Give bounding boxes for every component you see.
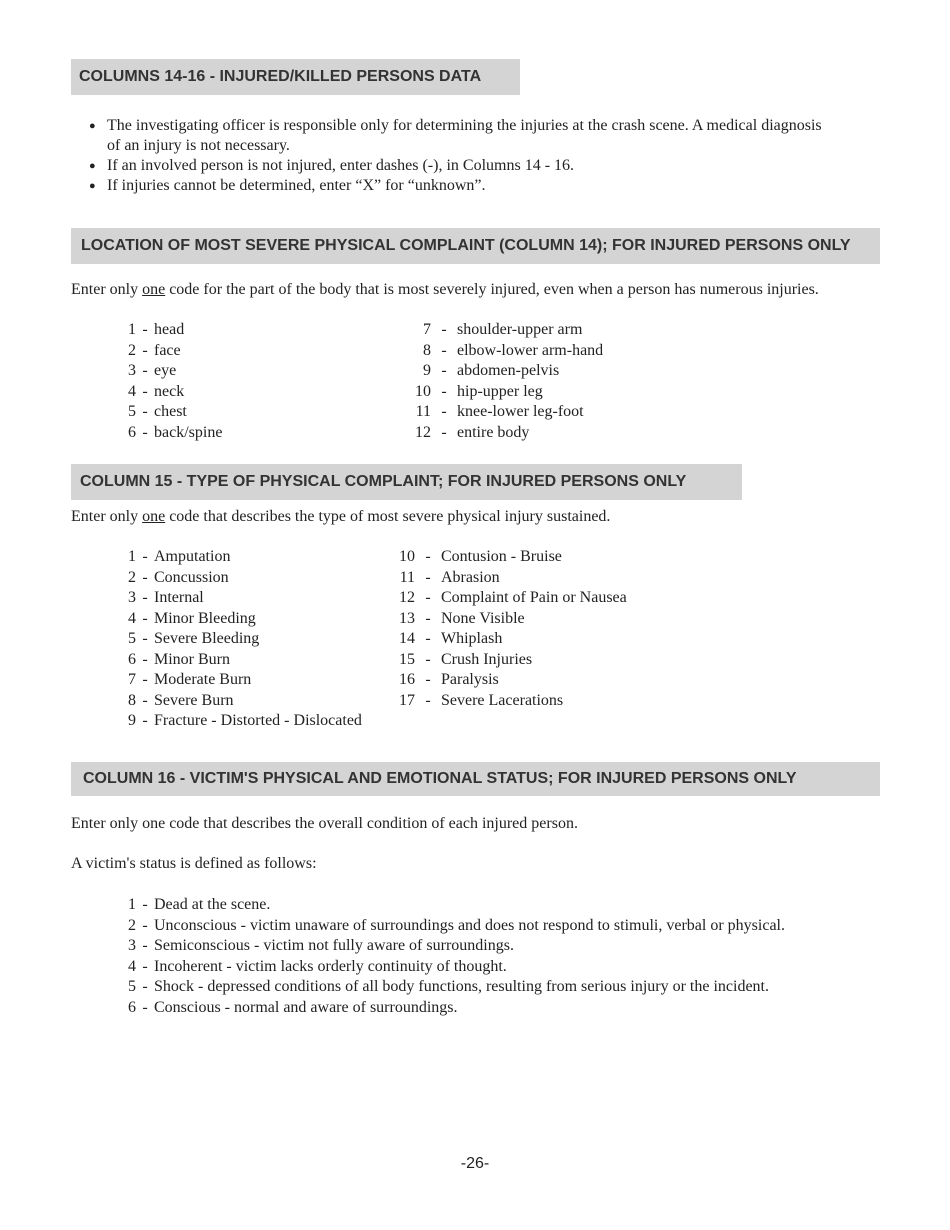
code-separator: -	[142, 568, 148, 586]
code-number: 2	[128, 568, 136, 586]
code-separator: -	[142, 998, 148, 1016]
code-separator: -	[441, 423, 447, 441]
code-list-item	[389, 670, 627, 691]
code-list-item	[126, 609, 362, 630]
code-number: 1	[128, 896, 136, 913]
code-number: 6	[128, 998, 136, 1016]
code-separator: -	[425, 671, 431, 688]
code-number: 2	[128, 341, 136, 359]
code-list-item	[126, 670, 362, 691]
code-number: 15	[399, 650, 415, 668]
code-label: Severe Bleeding	[154, 630, 260, 647]
code-number: 7	[128, 671, 136, 688]
code-separator: -	[441, 382, 447, 400]
bullet-item: ● The investigating officer is responsible only for determining the injuries at the crash scene. A medical diagnosis of an injury is not necessary.	[71, 116, 831, 156]
location-codes-right	[405, 320, 603, 443]
code-list-item	[126, 402, 222, 423]
code-number: 11	[415, 403, 431, 420]
code-list-item	[389, 650, 627, 671]
code-number: 3	[128, 937, 136, 954]
code-list-item	[389, 588, 627, 609]
code-number: 3	[128, 589, 136, 606]
code-list-item	[126, 998, 785, 1019]
type-instructions: Enter only one code that describes the type of most severe physical injury sustained.	[71, 508, 611, 525]
code-list-item	[126, 936, 785, 957]
code-number: 9	[423, 362, 431, 379]
code-list-item	[126, 916, 785, 937]
code-number: 17	[399, 691, 415, 709]
code-label: entire body	[457, 423, 530, 441]
code-list-item	[126, 895, 785, 916]
code-list-item	[126, 629, 362, 650]
code-number: 4	[128, 609, 136, 627]
code-separator: -	[425, 589, 431, 606]
code-separator: -	[142, 937, 148, 954]
code-label: Dead at the scene.	[154, 896, 271, 913]
code-list-item	[405, 361, 603, 382]
code-list-item	[405, 402, 603, 423]
code-label: hip-upper leg	[457, 382, 543, 400]
code-number: 14	[399, 630, 415, 647]
code-separator: -	[441, 321, 447, 338]
code-list-item	[389, 547, 627, 568]
location-codes-left	[126, 320, 222, 443]
code-label: Amputation	[154, 548, 231, 565]
code-list-item	[126, 711, 362, 732]
code-separator: -	[142, 712, 148, 729]
code-separator: -	[142, 691, 148, 709]
code-number: 11	[399, 568, 415, 586]
code-list-item	[405, 320, 603, 341]
code-label: Severe Lacerations	[441, 691, 564, 709]
code-number: 16	[399, 671, 415, 688]
code-list-item	[405, 423, 603, 444]
code-number: 12	[399, 589, 415, 606]
code-number: 1	[128, 548, 136, 565]
guidelines-bullet-list	[71, 116, 831, 196]
code-separator: -	[425, 568, 431, 586]
code-number: 8	[423, 341, 431, 359]
code-label: Shock - depressed conditions of all body functions, resulting from serious injury or the incident.	[154, 978, 769, 995]
code-list-item	[126, 341, 222, 362]
code-number: 10	[399, 548, 415, 565]
code-label: Crush Injuries	[441, 650, 533, 668]
code-label: Complaint of Pain or Nausea	[441, 589, 627, 606]
code-list-item	[126, 382, 222, 403]
code-number: 10	[415, 382, 431, 400]
code-list-item	[389, 629, 627, 650]
code-label: Semiconscious - victim not fully aware of surroundings.	[154, 937, 514, 954]
code-list-item	[389, 609, 627, 630]
code-number: 1	[128, 321, 136, 338]
code-separator: -	[142, 630, 148, 647]
code-label: Conscious - normal and aware of surroundings.	[154, 998, 458, 1016]
code-number: 2	[128, 916, 136, 934]
code-label: neck	[154, 382, 185, 400]
code-label: elbow-lower arm-hand	[457, 341, 604, 359]
code-list-item	[126, 977, 785, 998]
code-list-item	[126, 361, 222, 382]
code-separator: -	[441, 362, 447, 379]
code-label: Abrasion	[441, 568, 500, 586]
code-list-item	[405, 382, 603, 403]
section-header-victim-status: COLUMN 16 - VICTIM'S PHYSICAL AND EMOTIONAL STATUS; FOR INJURED PERSONS ONLY	[71, 762, 880, 796]
code-separator: -	[142, 341, 148, 359]
code-separator: -	[425, 609, 431, 627]
code-number: 6	[128, 423, 136, 441]
code-separator: -	[142, 896, 148, 913]
code-number: 5	[128, 630, 136, 647]
code-list-item	[126, 957, 785, 978]
code-list-item	[126, 423, 222, 444]
code-label: Moderate Burn	[154, 671, 252, 688]
code-separator: -	[142, 957, 148, 975]
code-number: 7	[423, 321, 431, 338]
code-separator: -	[142, 609, 148, 627]
emphasis-one: one	[142, 281, 166, 298]
code-label: Incoherent - victim lacks orderly continuity of thought.	[154, 957, 507, 975]
code-list-item	[126, 547, 362, 568]
code-number: 4	[128, 382, 136, 400]
section-header-injured-killed: COLUMNS 14-16 - INJURED/KILLED PERSONS DATA	[71, 59, 520, 95]
section-header-type-complaint: COLUMN 15 - TYPE OF PHYSICAL COMPLAINT; FOR INJURED PERSONS ONLY	[71, 464, 742, 500]
code-separator: -	[425, 691, 431, 709]
bullet-item: ● If an involved person is not injured, enter dashes (-), in Columns 14 - 16.	[71, 156, 831, 176]
code-label: Unconscious - victim unaware of surroundings and does not respond to stimuli, verbal or physical.	[154, 916, 785, 934]
code-label: face	[154, 341, 181, 359]
code-separator: -	[142, 382, 148, 400]
code-label: Severe Burn	[154, 691, 234, 709]
code-label: Fracture - Distorted - Dislocated	[154, 712, 362, 729]
emphasis-one: one	[142, 508, 166, 525]
status-instructions: Enter only one code that describes the overall condition of each injured person.	[71, 815, 578, 832]
code-separator: -	[142, 548, 148, 565]
code-label: Minor Burn	[154, 650, 230, 668]
code-number: 3	[128, 362, 136, 379]
code-label: eye	[154, 362, 177, 379]
type-codes-left	[126, 547, 362, 732]
code-separator: -	[142, 650, 148, 668]
code-label: abdomen-pelvis	[457, 362, 560, 379]
code-separator: -	[441, 341, 447, 359]
code-number: 5	[128, 403, 136, 420]
code-label: Paralysis	[441, 671, 499, 688]
code-separator: -	[142, 916, 148, 934]
section-header-location-complaint: LOCATION OF MOST SEVERE PHYSICAL COMPLAINT (COLUMN 14); FOR INJURED PERSONS ONLY	[71, 228, 880, 264]
code-label: shoulder-upper arm	[457, 321, 583, 338]
code-separator: -	[142, 403, 148, 420]
code-label: Minor Bleeding	[154, 609, 256, 627]
code-separator: -	[142, 362, 148, 379]
code-list-item	[389, 691, 627, 712]
code-number: 5	[128, 978, 136, 995]
code-number: 4	[128, 957, 136, 975]
code-list-item	[405, 341, 603, 362]
code-list-item	[126, 320, 222, 341]
code-list-item	[126, 588, 362, 609]
code-separator: -	[142, 423, 148, 441]
code-list-item	[389, 568, 627, 589]
code-separator: -	[425, 630, 431, 647]
code-label: knee-lower leg-foot	[457, 403, 584, 420]
victim-status-codes	[126, 895, 785, 1018]
code-number: 9	[128, 712, 136, 729]
code-label: chest	[154, 403, 187, 420]
code-label: Concussion	[154, 568, 229, 586]
code-number: 13	[399, 609, 415, 627]
code-label: back/spine	[154, 423, 223, 441]
status-definition-intro: A victim's status is defined as follows:	[71, 855, 317, 872]
code-separator: -	[441, 403, 447, 420]
location-instructions: Enter only one code for the part of the body that is most severely injured, even when a person has numerous injuries.	[71, 281, 819, 298]
code-number: 8	[128, 691, 136, 709]
code-list-item	[126, 568, 362, 589]
code-number: 6	[128, 650, 136, 668]
code-separator: -	[142, 671, 148, 688]
code-label: head	[154, 321, 185, 338]
bullet-item: ● If injuries cannot be determined, enter “X” for “unknown”.	[71, 176, 831, 196]
code-label: Internal	[154, 589, 204, 606]
type-codes-right	[389, 547, 627, 711]
code-list-item	[126, 650, 362, 671]
code-number: 12	[415, 423, 431, 441]
code-separator: -	[142, 978, 148, 995]
code-label: Whiplash	[441, 630, 503, 647]
page-number: -26-	[460, 1155, 490, 1172]
code-label: Contusion - Bruise	[441, 548, 562, 565]
code-separator: -	[425, 548, 431, 565]
code-label: None Visible	[441, 609, 525, 627]
code-separator: -	[425, 650, 431, 668]
code-separator: -	[142, 589, 148, 606]
code-list-item	[126, 691, 362, 712]
code-separator: -	[142, 321, 148, 338]
